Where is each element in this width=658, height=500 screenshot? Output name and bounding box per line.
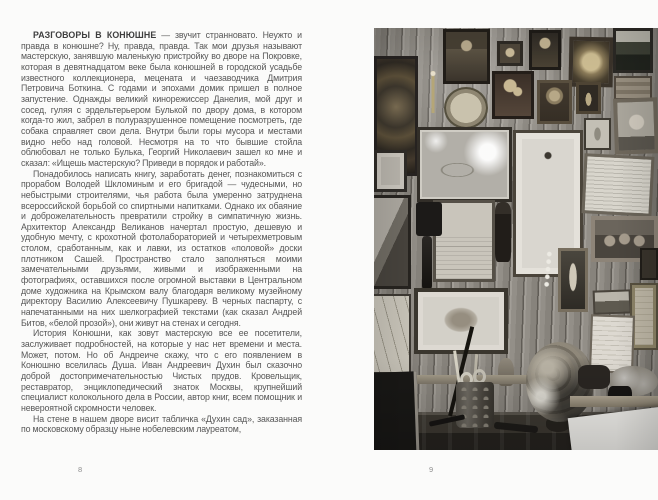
chapter-heading: РАЗГОВОРЫ В КОНЮШНЕ xyxy=(33,30,157,40)
left-page-text xyxy=(21,30,302,435)
studio-wall-photo xyxy=(374,28,658,450)
photo-vignette xyxy=(374,28,658,450)
page-number-right: 9 xyxy=(429,465,434,474)
paragraph: На стене в нашем дворе висит табличка «Духин сад», заказанная по московскому образцу ныне нобелевским лауреатом, xyxy=(21,413,302,435)
paragraph: История Конюшни, как зовут мастерскую все ее посетители, заслуживает подробностей, на которые у нас нет времени и места. Может, потом. Но об Андреиче скажу, что с его появлением в Конюшню вселилась Душа. Иван Андреевич Духин был сказочно доброй достопримечательностью Чистых прудов. Кровельщик, реставратор, энциклопедический знаток Москвы, крупнейший специалист колокольного дела в России, автор книг, всем помощник и невероятной скромности человек. xyxy=(21,328,302,413)
paragraph-opening xyxy=(21,30,302,169)
paragraph: Понадобилось написать книгу, заработать денег, познакомиться с прорабом Володей Шкломиным и его бригадой — чудесными, но небыстрыми строителями, чья работа была умеренно затруднена всероссийской борьбой со спиртными напитками. Однако их обаяние и доброжелательность превратили стройку в симпатичную жизнь. Архитектор Александр Великанов начертал простую, дешевую и удобную мечту, с крохотной фотолабораторией и четырехметровым столом, сработанным, как и лавки, из остатков «половой» доски плотником Сашей. Пространство стало заполняться моими замечательными друзьями, живыми и изображенными на фотографиях, оставшихся после огромной выставки в Центральном доме художника на Крымском валу благодаря великому музейному директору Василию Алексеевичу Пушкареву. В черных паспарту, с напечатанными на них шелкографией текстами (как сказал Андрей Битов, «белой прозой»), они живут на стенах и сегодня. xyxy=(21,168,302,328)
paragraph-opening-text: — звучит странновато. Неужто и правда в конюшне? Ну, правда, правда. Так мои друзья называют мастерскую, занявшую маленькую пристройку во дворе на Покровке, которая в девятнадцатом веке была конюшней в городской усадьбе известного коллекционера, мецената и чаезаводчика Дмитрия Петровича Боткина. С годами и эпохами домик пришел в полное запустение. Однажды великий кинорежиссер Данелия, мой друг и сосед, гуляя с эрдельтерьером Булькой по двору дома, в котором когда-то жил, забрел в полуразрушенное помещение посмотреть, где собака справляет свои дела. Внутри были горы мусора и местами видно небо над головой. Несмотря на то что бывшие стойла облюбовал не только Булька, Георгий Николаевич зашел ко мне и сказал: «Ищешь мастерскую? Приведи в порядок и работай». xyxy=(21,30,302,168)
page-number-left: 8 xyxy=(78,465,83,474)
